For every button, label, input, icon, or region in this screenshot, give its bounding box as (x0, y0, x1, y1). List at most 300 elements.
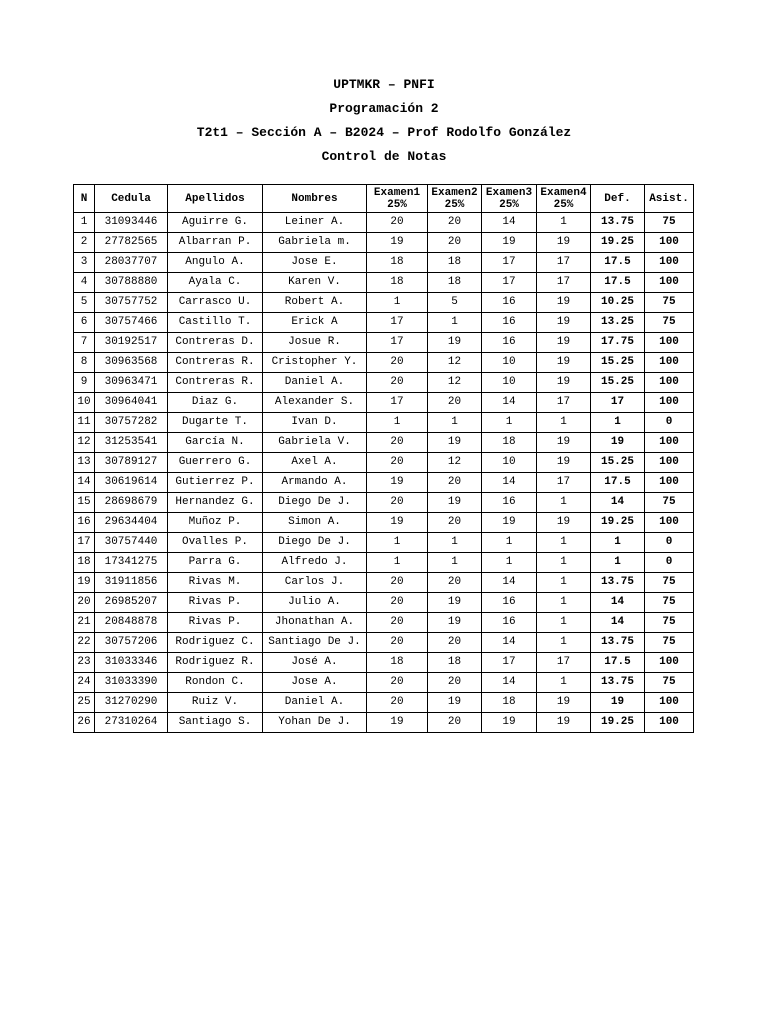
cell-examen3: 16 (482, 293, 537, 313)
cell-examen4: 17 (537, 473, 591, 493)
cell-asist: 75 (645, 613, 694, 633)
cell-examen2: 18 (428, 273, 482, 293)
cell-n: 23 (74, 653, 95, 673)
cell-apellidos: Hernandez G. (168, 493, 263, 513)
cell-examen1: 18 (367, 273, 428, 293)
cell-cedula: 31033390 (95, 673, 168, 693)
cell-examen2: 12 (428, 453, 482, 473)
cell-examen1: 1 (367, 533, 428, 553)
cell-examen3: 16 (482, 313, 537, 333)
cell-examen4: 19 (537, 313, 591, 333)
grades-table-body (74, 213, 694, 733)
col-header-asist: Asist. (645, 185, 694, 213)
cell-asist: 75 (645, 493, 694, 513)
cell-examen3: 17 (482, 273, 537, 293)
cell-cedula: 30757440 (95, 533, 168, 553)
cell-examen4: 19 (537, 353, 591, 373)
cell-n: 24 (74, 673, 95, 693)
cell-examen2: 1 (428, 553, 482, 573)
cell-n: 22 (74, 633, 95, 653)
grades-table (73, 184, 694, 733)
table-row (74, 313, 694, 333)
cell-cedula: 28698679 (95, 493, 168, 513)
cell-examen4: 19 (537, 713, 591, 733)
col-header-def: Def. (591, 185, 645, 213)
cell-apellidos: Rivas P. (168, 613, 263, 633)
table-row (74, 533, 694, 553)
cell-examen4: 17 (537, 393, 591, 413)
cell-examen4: 1 (537, 413, 591, 433)
cell-examen3: 17 (482, 653, 537, 673)
cell-examen3: 18 (482, 693, 537, 713)
cell-asist: 75 (645, 293, 694, 313)
cell-examen4: 19 (537, 433, 591, 453)
cell-n: 3 (74, 253, 95, 273)
cell-def: 19.25 (591, 513, 645, 533)
col-header-cedula: Cedula (95, 185, 168, 213)
cell-def: 19.25 (591, 233, 645, 253)
cell-apellidos: Santiago S. (168, 713, 263, 733)
section-title: T2t1 – Sección A – B2024 – Prof Rodolfo González (196, 125, 572, 140)
col-header-examen2-label: Examen2 (431, 186, 478, 199)
cell-n: 9 (74, 373, 95, 393)
cell-apellidos: Rondon C. (168, 673, 263, 693)
cell-examen3: 19 (482, 513, 537, 533)
cell-examen4: 17 (537, 273, 591, 293)
table-row (74, 673, 694, 693)
cell-asist: 100 (645, 333, 694, 353)
cell-n: 18 (74, 553, 95, 573)
cell-nombres: Karen V. (263, 273, 367, 293)
table-row (74, 653, 694, 673)
cell-n: 11 (74, 413, 95, 433)
cell-asist: 100 (645, 653, 694, 673)
table-row (74, 233, 694, 253)
cell-cedula: 30757282 (95, 413, 168, 433)
cell-cedula: 31911856 (95, 573, 168, 593)
cell-asist: 100 (645, 693, 694, 713)
cell-asist: 100 (645, 273, 694, 293)
cell-examen3: 19 (482, 713, 537, 733)
cell-nombres: Leiner A. (263, 213, 367, 233)
cell-nombres: Yohan De J. (263, 713, 367, 733)
cell-asist: 75 (645, 673, 694, 693)
cell-nombres: Daniel A. (263, 373, 367, 393)
cell-def: 1 (591, 413, 645, 433)
cell-examen3: 14 (482, 633, 537, 653)
cell-def: 15.25 (591, 353, 645, 373)
cell-apellidos: Ruiz V. (168, 693, 263, 713)
cell-asist: 100 (645, 453, 694, 473)
col-header-examen2-weight: 25% (444, 198, 465, 211)
col-header-examen4-weight: 25% (553, 198, 574, 211)
cell-apellidos: Contreras D. (168, 333, 263, 353)
table-row (74, 393, 694, 413)
cell-examen2: 12 (428, 353, 482, 373)
cell-n: 15 (74, 493, 95, 513)
cell-asist: 75 (645, 313, 694, 333)
cell-examen1: 19 (367, 233, 428, 253)
cell-examen1: 1 (367, 293, 428, 313)
cell-examen2: 20 (428, 573, 482, 593)
cell-n: 6 (74, 313, 95, 333)
cell-examen3: 18 (482, 433, 537, 453)
cell-examen4: 19 (537, 333, 591, 353)
cell-nombres: Gabriela V. (263, 433, 367, 453)
cell-asist: 75 (645, 593, 694, 613)
cell-cedula: 30619614 (95, 473, 168, 493)
cell-examen1: 20 (367, 493, 428, 513)
table-row (74, 513, 694, 533)
cell-def: 17.5 (591, 653, 645, 673)
cell-examen3: 10 (482, 353, 537, 373)
table-header-row (74, 185, 694, 213)
cell-examen4: 19 (537, 233, 591, 253)
cell-n: 7 (74, 333, 95, 353)
cell-def: 19.25 (591, 713, 645, 733)
cell-n: 20 (74, 593, 95, 613)
cell-examen2: 20 (428, 393, 482, 413)
course-title: Programación 2 (329, 101, 439, 116)
cell-examen1: 20 (367, 633, 428, 653)
cell-examen3: 14 (482, 473, 537, 493)
cell-examen1: 18 (367, 253, 428, 273)
cell-examen4: 1 (537, 633, 591, 653)
cell-n: 12 (74, 433, 95, 453)
cell-n: 8 (74, 353, 95, 373)
cell-asist: 100 (645, 233, 694, 253)
cell-examen4: 19 (537, 513, 591, 533)
cell-examen1: 20 (367, 453, 428, 473)
col-header-examen3 (482, 185, 537, 213)
cell-apellidos: Gutierrez P. (168, 473, 263, 493)
cell-examen4: 1 (537, 533, 591, 553)
cell-cedula: 29634404 (95, 513, 168, 533)
cell-examen2: 20 (428, 233, 482, 253)
cell-cedula: 30963568 (95, 353, 168, 373)
table-row (74, 213, 694, 233)
cell-cedula: 30789127 (95, 453, 168, 473)
cell-examen1: 20 (367, 213, 428, 233)
cell-def: 17.5 (591, 253, 645, 273)
cell-examen3: 14 (482, 213, 537, 233)
cell-apellidos: Muñoz P. (168, 513, 263, 533)
cell-def: 17.75 (591, 333, 645, 353)
cell-def: 19 (591, 433, 645, 453)
table-row (74, 633, 694, 653)
table-row (74, 453, 694, 473)
cell-asist: 0 (645, 533, 694, 553)
cell-apellidos: Ovalles P. (168, 533, 263, 553)
cell-examen2: 19 (428, 433, 482, 453)
document-title: Control de Notas (321, 149, 447, 164)
cell-examen3: 10 (482, 453, 537, 473)
cell-nombres: Ivan D. (263, 413, 367, 433)
cell-examen2: 19 (428, 333, 482, 353)
cell-examen1: 17 (367, 333, 428, 353)
cell-nombres: Jose A. (263, 673, 367, 693)
cell-apellidos: Rivas M. (168, 573, 263, 593)
cell-def: 1 (591, 533, 645, 553)
table-row (74, 253, 694, 273)
cell-examen3: 16 (482, 613, 537, 633)
cell-n: 14 (74, 473, 95, 493)
cell-cedula: 30757466 (95, 313, 168, 333)
cell-examen2: 18 (428, 653, 482, 673)
cell-examen1: 20 (367, 613, 428, 633)
table-row (74, 333, 694, 353)
cell-examen4: 17 (537, 653, 591, 673)
cell-examen4: 1 (537, 613, 591, 633)
cell-asist: 100 (645, 253, 694, 273)
cell-nombres: Jhonathan A. (263, 613, 367, 633)
cell-examen4: 1 (537, 573, 591, 593)
table-row (74, 413, 694, 433)
cell-cedula: 30757206 (95, 633, 168, 653)
cell-def: 13.25 (591, 313, 645, 333)
col-header-examen2 (428, 185, 482, 213)
col-header-examen1-weight: 25% (387, 198, 407, 211)
table-row (74, 373, 694, 393)
cell-examen3: 19 (482, 233, 537, 253)
cell-apellidos: Rodriguez C. (168, 633, 263, 653)
cell-apellidos: Ayala C. (168, 273, 263, 293)
cell-examen3: 1 (482, 553, 537, 573)
cell-apellidos: García N. (168, 433, 263, 453)
cell-apellidos: Contreras R. (168, 373, 263, 393)
cell-examen3: 14 (482, 673, 537, 693)
cell-nombres: Gabriela m. (263, 233, 367, 253)
cell-apellidos: Rodriguez R. (168, 653, 263, 673)
cell-n: 5 (74, 293, 95, 313)
col-header-examen1-label: Examen1 (373, 186, 421, 199)
cell-n: 2 (74, 233, 95, 253)
cell-examen3: 1 (482, 413, 537, 433)
cell-cedula: 26985207 (95, 593, 168, 613)
cell-examen2: 20 (428, 513, 482, 533)
cell-examen2: 19 (428, 493, 482, 513)
cell-examen4: 19 (537, 693, 591, 713)
cell-examen1: 20 (367, 573, 428, 593)
cell-asist: 100 (645, 513, 694, 533)
cell-examen3: 14 (482, 573, 537, 593)
cell-nombres: Cristopher Y. (263, 353, 367, 373)
cell-nombres: Simon A. (263, 513, 367, 533)
cell-cedula: 30192517 (95, 333, 168, 353)
cell-apellidos: Albarran P. (168, 233, 263, 253)
table-row (74, 573, 694, 593)
cell-def: 13.75 (591, 573, 645, 593)
cell-examen2: 19 (428, 693, 482, 713)
cell-def: 15.25 (591, 453, 645, 473)
cell-asist: 75 (645, 633, 694, 653)
cell-examen1: 17 (367, 313, 428, 333)
table-row (74, 493, 694, 513)
cell-n: 13 (74, 453, 95, 473)
cell-asist: 75 (645, 213, 694, 233)
cell-examen4: 19 (537, 293, 591, 313)
cell-n: 1 (74, 213, 95, 233)
cell-n: 16 (74, 513, 95, 533)
cell-cedula: 27310264 (95, 713, 168, 733)
col-header-examen3-label: Examen3 (485, 186, 533, 199)
cell-cedula: 30757752 (95, 293, 168, 313)
cell-n: 21 (74, 613, 95, 633)
cell-def: 13.75 (591, 633, 645, 653)
cell-examen3: 10 (482, 373, 537, 393)
institution-title: UPTMKR – PNFI (333, 77, 435, 92)
cell-apellidos: Diaz G. (168, 393, 263, 413)
cell-def: 14 (591, 613, 645, 633)
cell-examen4: 1 (537, 553, 591, 573)
cell-examen1: 19 (367, 713, 428, 733)
cell-cedula: 31093446 (95, 213, 168, 233)
cell-nombres: Erick A (263, 313, 367, 333)
cell-n: 17 (74, 533, 95, 553)
cell-examen2: 20 (428, 633, 482, 653)
cell-cedula: 28037707 (95, 253, 168, 273)
cell-apellidos: Rivas P. (168, 593, 263, 613)
cell-examen3: 1 (482, 533, 537, 553)
cell-nombres: Diego De J. (263, 533, 367, 553)
cell-examen4: 19 (537, 453, 591, 473)
cell-cedula: 30964041 (95, 393, 168, 413)
cell-cedula: 20848878 (95, 613, 168, 633)
cell-examen2: 1 (428, 413, 482, 433)
cell-examen1: 17 (367, 393, 428, 413)
table-row (74, 553, 694, 573)
cell-def: 13.75 (591, 673, 645, 693)
table-row (74, 293, 694, 313)
cell-apellidos: Contreras R. (168, 353, 263, 373)
cell-def: 1 (591, 553, 645, 573)
cell-examen3: 16 (482, 593, 537, 613)
cell-nombres: Axel A. (263, 453, 367, 473)
cell-examen1: 20 (367, 673, 428, 693)
cell-examen2: 20 (428, 213, 482, 233)
cell-n: 26 (74, 713, 95, 733)
table-row (74, 473, 694, 493)
cell-cedula: 27782565 (95, 233, 168, 253)
cell-examen1: 1 (367, 553, 428, 573)
cell-def: 17 (591, 393, 645, 413)
cell-nombres: Daniel A. (263, 693, 367, 713)
cell-nombres: Alfredo J. (263, 553, 367, 573)
cell-examen2: 19 (428, 593, 482, 613)
cell-nombres: Julio A. (263, 593, 367, 613)
cell-examen4: 1 (537, 593, 591, 613)
cell-n: 19 (74, 573, 95, 593)
cell-nombres: Armando A. (263, 473, 367, 493)
col-header-examen1 (367, 185, 428, 213)
cell-asist: 0 (645, 553, 694, 573)
cell-asist: 100 (645, 373, 694, 393)
cell-examen1: 19 (367, 473, 428, 493)
col-header-examen4 (537, 185, 591, 213)
cell-apellidos: Parra G. (168, 553, 263, 573)
cell-def: 17.5 (591, 473, 645, 493)
cell-examen1: 20 (367, 693, 428, 713)
cell-nombres: José A. (263, 653, 367, 673)
cell-asist: 100 (645, 393, 694, 413)
cell-cedula: 31270290 (95, 693, 168, 713)
cell-examen1: 20 (367, 433, 428, 453)
table-row (74, 713, 694, 733)
cell-cedula: 31033346 (95, 653, 168, 673)
cell-examen4: 1 (537, 213, 591, 233)
table-row (74, 273, 694, 293)
cell-cedula: 17341275 (95, 553, 168, 573)
cell-def: 15.25 (591, 373, 645, 393)
cell-n: 10 (74, 393, 95, 413)
cell-examen2: 20 (428, 473, 482, 493)
table-row (74, 593, 694, 613)
cell-examen2: 5 (428, 293, 482, 313)
cell-examen4: 19 (537, 373, 591, 393)
cell-examen2: 20 (428, 673, 482, 693)
cell-asist: 75 (645, 573, 694, 593)
cell-examen1: 19 (367, 513, 428, 533)
cell-asist: 100 (645, 713, 694, 733)
col-header-examen3-weight: 25% (499, 198, 519, 211)
cell-examen4: 17 (537, 253, 591, 273)
cell-apellidos: Angulo A. (168, 253, 263, 273)
cell-nombres: Josue R. (263, 333, 367, 353)
cell-nombres: Robert A. (263, 293, 367, 313)
cell-apellidos: Aguirre G. (168, 213, 263, 233)
cell-nombres: Diego De J. (263, 493, 367, 513)
cell-examen1: 20 (367, 593, 428, 613)
cell-examen3: 17 (482, 253, 537, 273)
cell-apellidos: Carrasco U. (168, 293, 263, 313)
cell-examen1: 20 (367, 373, 428, 393)
cell-def: 10.25 (591, 293, 645, 313)
cell-asist: 100 (645, 473, 694, 493)
cell-examen2: 1 (428, 313, 482, 333)
cell-def: 13.75 (591, 213, 645, 233)
cell-nombres: Jose E. (263, 253, 367, 273)
cell-def: 14 (591, 593, 645, 613)
cell-asist: 100 (645, 433, 694, 453)
cell-def: 14 (591, 493, 645, 513)
cell-examen4: 1 (537, 493, 591, 513)
cell-cedula: 31253541 (95, 433, 168, 453)
table-row (74, 613, 694, 633)
cell-nombres: Alexander S. (263, 393, 367, 413)
cell-apellidos: Dugarte T. (168, 413, 263, 433)
cell-asist: 0 (645, 413, 694, 433)
cell-examen2: 19 (428, 613, 482, 633)
cell-def: 17.5 (591, 273, 645, 293)
cell-apellidos: Castillo T. (168, 313, 263, 333)
col-header-n: N (74, 185, 95, 213)
col-header-apellidos: Apellidos (168, 185, 263, 213)
cell-def: 19 (591, 693, 645, 713)
cell-examen3: 14 (482, 393, 537, 413)
cell-examen1: 20 (367, 353, 428, 373)
table-row (74, 693, 694, 713)
cell-n: 25 (74, 693, 95, 713)
col-header-nombres: Nombres (263, 185, 367, 213)
document-header (0, 73, 768, 169)
cell-examen4: 1 (537, 673, 591, 693)
cell-examen2: 18 (428, 253, 482, 273)
cell-nombres: Carlos J. (263, 573, 367, 593)
cell-examen1: 1 (367, 413, 428, 433)
cell-examen3: 16 (482, 493, 537, 513)
cell-examen2: 20 (428, 713, 482, 733)
cell-examen3: 16 (482, 333, 537, 353)
